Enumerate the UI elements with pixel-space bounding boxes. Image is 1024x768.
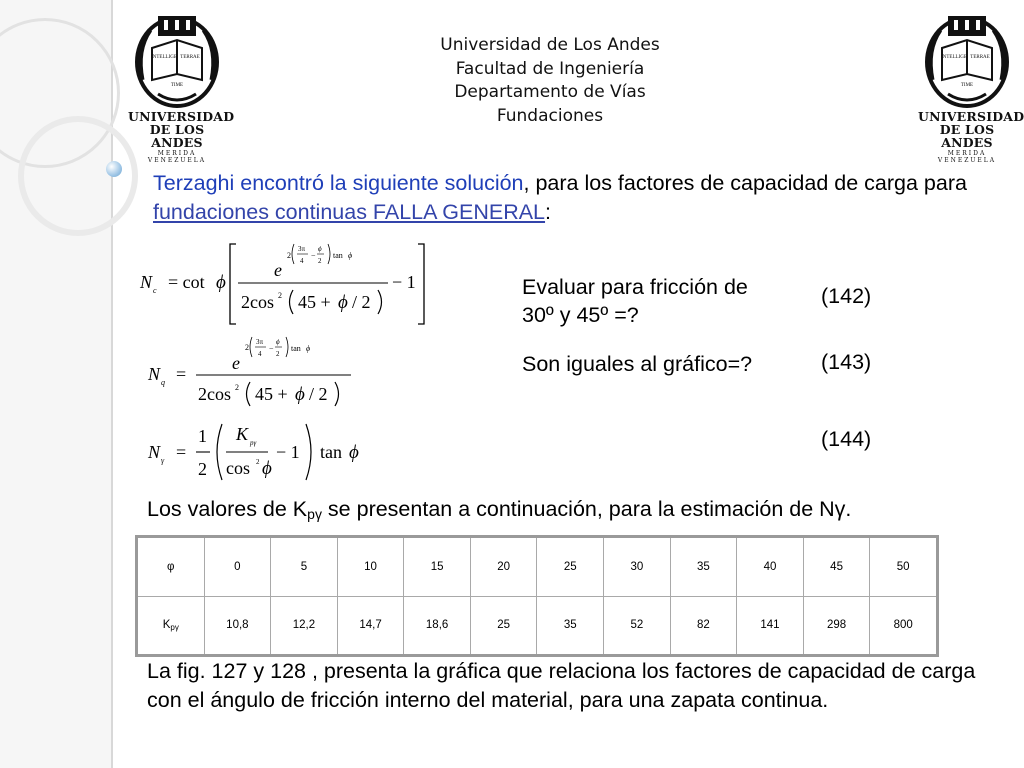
logo-name-line: DE LOS ANDES xyxy=(149,122,205,150)
svg-text:e: e xyxy=(232,353,240,373)
table-cell: 20 xyxy=(470,538,537,597)
table-cell: 35 xyxy=(670,538,737,597)
faculty-name: Facultad de Ingeniería xyxy=(455,58,645,79)
svg-text:45 +: 45 + xyxy=(255,384,288,404)
svg-text:2: 2 xyxy=(287,251,291,260)
table-cell: 14,7 xyxy=(337,596,404,655)
kp-text-before: Los valores de K xyxy=(147,497,308,521)
svg-text:ϕ: ϕ xyxy=(338,292,348,313)
svg-text:4: 4 xyxy=(258,350,262,358)
logo-name-line: UNIVERSIDAD xyxy=(128,109,235,124)
table-cell: 141 xyxy=(737,596,804,655)
table-cell: 15 xyxy=(404,538,471,597)
kp-header-main: K xyxy=(162,618,171,631)
logo-city: MERIDA VENEZUELA xyxy=(147,150,207,164)
svg-text:− 1: − 1 xyxy=(392,272,416,292)
logo-book-text: TIME xyxy=(960,83,974,88)
svg-text:2: 2 xyxy=(245,343,249,352)
kp-table xyxy=(137,537,937,655)
logo-name-line: DE LOS ANDES xyxy=(939,122,995,150)
svg-text:2: 2 xyxy=(198,459,207,479)
table-cell: 10,8 xyxy=(204,596,271,655)
nq-symbol: N xyxy=(148,364,161,384)
svg-text:ϕ: ϕ xyxy=(262,458,272,479)
table-cell: 5 xyxy=(271,538,338,597)
logo-book-text: TERRAE xyxy=(970,55,990,60)
intro-text: , para los factores de capacidad de carga para xyxy=(523,171,967,195)
svg-text:− 1: − 1 xyxy=(276,442,300,462)
svg-text:pγ: pγ xyxy=(250,439,257,447)
svg-text:ϕ: ϕ xyxy=(276,338,280,346)
note-same-chart: Son iguales al gráfico=? xyxy=(522,352,753,376)
svg-text:ϕ: ϕ xyxy=(306,344,311,353)
svg-text:−: − xyxy=(269,344,274,353)
svg-text:2: 2 xyxy=(278,291,282,300)
table-row xyxy=(138,538,937,597)
table-header-cell: φ xyxy=(138,538,205,597)
svg-text:=: = xyxy=(176,364,187,384)
general-failure-link[interactable]: fundaciones continuas FALLA GENERAL xyxy=(153,200,546,224)
table-cell: 10 xyxy=(337,538,404,597)
table-cell: 25 xyxy=(537,538,604,597)
course-name: Fundaciones xyxy=(496,105,604,126)
svg-text:e: e xyxy=(274,260,282,280)
equation-number: (144) xyxy=(821,427,872,451)
svg-text:tan: tan xyxy=(320,442,342,462)
logo-book-text: TERRAE xyxy=(180,55,200,60)
kp-description xyxy=(147,495,1007,528)
equation-number: (142) xyxy=(821,284,872,308)
university-seal-icon xyxy=(918,10,1016,110)
table-row xyxy=(138,596,937,655)
svg-text:cos: cos xyxy=(226,458,250,478)
formula-nq xyxy=(146,333,376,413)
table-cell: 50 xyxy=(870,538,937,597)
svg-text:ϕ: ϕ xyxy=(295,384,305,405)
note-evaluate: Evaluar para fricción de 30º y 45º =? xyxy=(522,275,748,327)
svg-text:= cot: = cot xyxy=(168,272,205,292)
equation-number: (143) xyxy=(821,350,872,374)
kp-header-sub: pγ xyxy=(170,622,179,632)
svg-text:2: 2 xyxy=(276,350,280,358)
svg-text:3π: 3π xyxy=(298,245,306,253)
ngamma-symbol: N xyxy=(148,442,161,462)
university-seal-icon xyxy=(128,10,226,110)
university-name: Universidad de Los Andes xyxy=(440,35,660,55)
table-cell: 82 xyxy=(670,596,737,655)
svg-text:2cos: 2cos xyxy=(198,384,231,404)
logo-city: MERIDA VENEZUELA xyxy=(937,150,997,164)
svg-text:2cos: 2cos xyxy=(241,292,274,312)
university-logo-right xyxy=(918,10,1024,164)
svg-text:1: 1 xyxy=(198,426,207,446)
formula-nc xyxy=(138,236,438,328)
department-name: Departamento de Vías xyxy=(454,82,646,102)
svg-text:ϕ: ϕ xyxy=(318,245,322,253)
svg-text:2: 2 xyxy=(235,383,239,392)
table-cell: 12,2 xyxy=(271,596,338,655)
ngamma-subscript: γ xyxy=(161,456,165,465)
closing-paragraph: La fig. 127 y 128 , presenta la gráfica que relaciona los factores de capacidad de carga con el ángulo de fricción interno del material, para una zapata continua. xyxy=(147,659,976,712)
decorative-dot xyxy=(106,161,122,177)
logo-name-line: UNIVERSIDAD xyxy=(918,109,1024,124)
svg-text:=: = xyxy=(176,442,187,462)
svg-text:tan: tan xyxy=(291,344,301,353)
svg-text:K: K xyxy=(236,424,249,444)
logo-book-text: TIME xyxy=(170,83,184,88)
table-cell: 18,6 xyxy=(404,596,471,655)
table-cell: 25 xyxy=(470,596,537,655)
table-cell: 40 xyxy=(737,538,804,597)
table-cell: 52 xyxy=(604,596,671,655)
slide-header xyxy=(360,34,740,128)
nq-subscript: q xyxy=(161,378,165,387)
intro-end: : xyxy=(545,200,552,224)
svg-text:ϕ: ϕ xyxy=(349,442,359,463)
table-cell: 800 xyxy=(870,596,937,655)
table-cell: 0 xyxy=(204,538,271,597)
kp-text-after: se presentan a continuación, para la estimación de Nγ. xyxy=(321,497,852,521)
table-header-cell xyxy=(138,596,205,655)
svg-text:tan: tan xyxy=(333,251,343,260)
svg-text:/ 2: / 2 xyxy=(309,384,328,404)
formula-ngamma xyxy=(146,418,376,488)
kp-subscript: pγ xyxy=(307,506,322,522)
svg-text:2: 2 xyxy=(256,458,260,466)
svg-text:2: 2 xyxy=(318,257,322,265)
table-cell: 45 xyxy=(803,538,870,597)
svg-text:ϕ: ϕ xyxy=(348,251,353,260)
svg-text:−: − xyxy=(311,251,316,260)
svg-text:45 +: 45 + xyxy=(298,292,331,312)
svg-text:3π: 3π xyxy=(256,338,264,346)
table-cell: 30 xyxy=(604,538,671,597)
logo-book-text: INTELLIGE xyxy=(941,55,967,60)
university-logo-left xyxy=(128,10,235,164)
table-cell: 298 xyxy=(803,596,870,655)
svg-text:/ 2: / 2 xyxy=(352,292,371,312)
table-cell: 35 xyxy=(537,596,604,655)
svg-text:4: 4 xyxy=(300,257,304,265)
logo-book-text: INTELLIGE xyxy=(151,55,177,60)
nc-symbol: N xyxy=(140,272,153,292)
intro-highlight: Terzaghi encontró la siguiente solución xyxy=(153,171,524,195)
decorative-circle xyxy=(18,116,138,236)
svg-text:ϕ: ϕ xyxy=(216,272,226,293)
intro-paragraph xyxy=(153,169,983,227)
nc-subscript: c xyxy=(153,286,157,295)
